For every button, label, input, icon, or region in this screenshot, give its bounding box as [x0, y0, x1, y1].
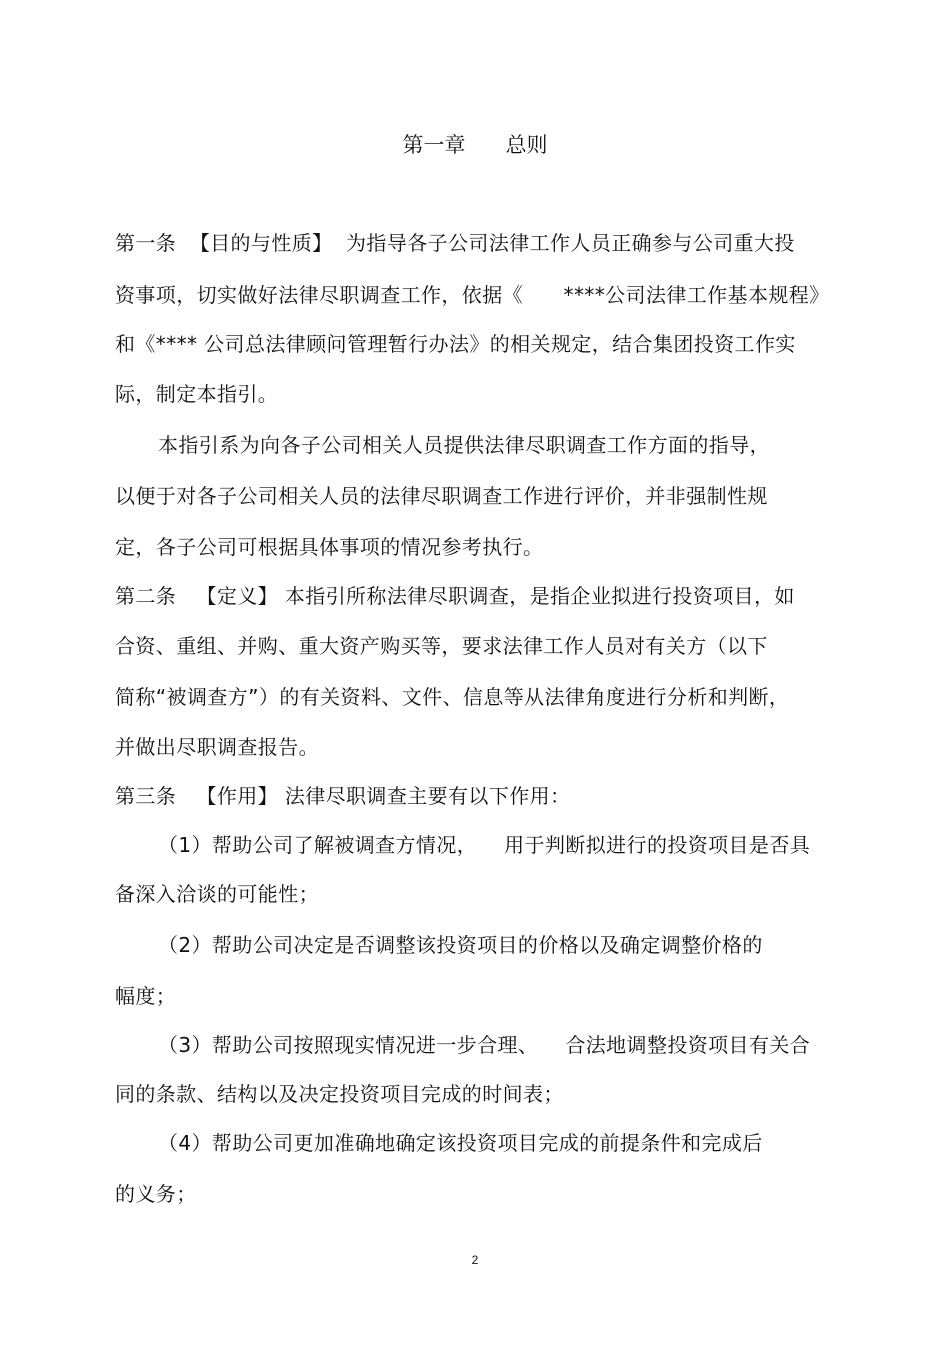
article-1-line-4: 际，制定本指引。 — [115, 382, 279, 406]
article-1-line-3: 和《**** 公司总法律顾问管理暂行办法》的相关规定，结合集团投资工作实 — [115, 332, 796, 356]
guide-paragraph-line-3: 定，各子公司可根据具体事项的情况参考执行。 — [115, 535, 544, 559]
article-3-line-1: 第三条 【作用】 法律尽职调查主要有以下作用： — [115, 784, 571, 808]
guide-paragraph-line-1: 本指引系为向各子公司相关人员提供法律尽职调查工作方面的指导， — [158, 433, 770, 457]
item-2-line-2: 幅度； — [115, 984, 177, 1008]
article-2-line-1: 第二条 【定义】 本指引所称法律尽职调查，是指企业拟进行投资项目，如 — [115, 584, 795, 608]
item-4-line-1: （4）帮助公司更加准确地确定该投资项目完成的前提条件和完成后 — [158, 1131, 763, 1155]
item-1-line-1: （1）帮助公司了解被调查方情况， 用于判断拟进行的投资项目是否具 — [158, 833, 811, 857]
page-number: 2 — [471, 1253, 479, 1267]
article-2-line-3: 简称“被调查方”）的有关资料、文件、信息等从法律角度进行分析和判断， — [115, 685, 790, 709]
item-1-line-2: 备深入洽谈的可能性； — [115, 882, 319, 906]
item-3-line-2: 同的条款、结构以及决定投资项目完成的时间表； — [115, 1082, 564, 1106]
item-4-line-2: 的义务； — [115, 1182, 197, 1206]
article-2-line-2: 合资、重组、并购、重大资产购买等，要求法律工作人员对有关方（以下 — [115, 634, 768, 658]
item-3-line-1: （3）帮助公司按照现实情况进一步合理、 合法地调整投资项目有关合 — [158, 1033, 811, 1057]
article-1-line-1: 第一条 【目的与性质】 为指导各子公司法律工作人员正确参与公司重大投 — [115, 231, 795, 255]
item-2-line-1: （2）帮助公司决定是否调整该投资项目的价格以及确定调整价格的 — [158, 933, 763, 957]
guide-paragraph-line-2: 以便于对各子公司相关人员的法律尽职调查工作进行评价，并非强制性规 — [115, 484, 768, 508]
article-2-line-4: 并做出尽职调查报告。 — [115, 735, 319, 759]
chapter-title: 第一章 总则 — [402, 133, 548, 157]
article-1-line-2: 资事项，切实做好法律尽职调查工作，依据《 ****公司法律工作基本规程》 — [115, 283, 830, 307]
